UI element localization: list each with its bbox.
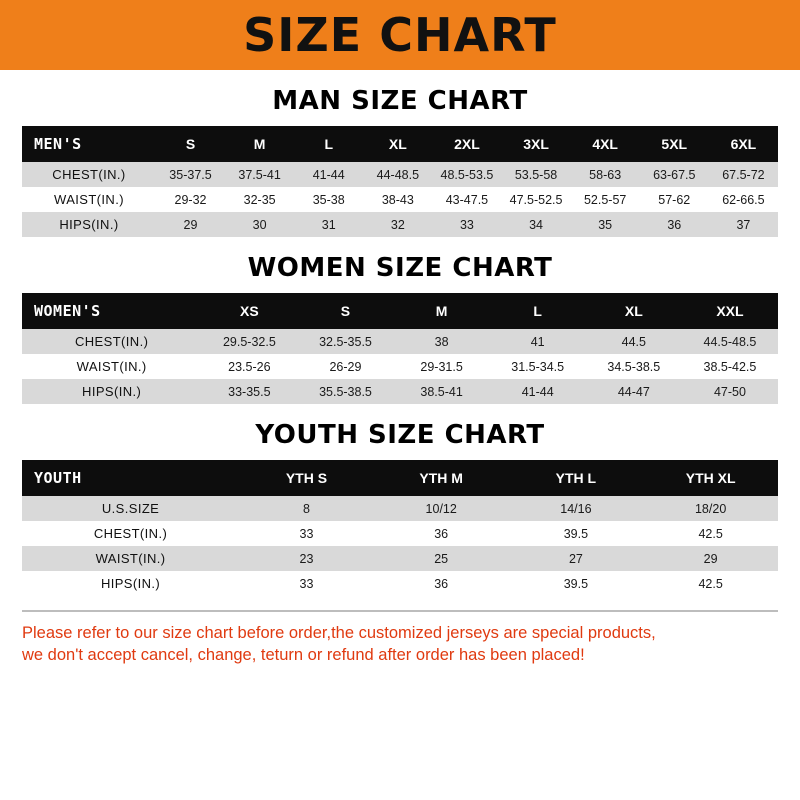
table-row <box>22 496 778 521</box>
youth-table-body <box>22 496 778 596</box>
women-waist-xs: 23.5-26 <box>228 359 271 374</box>
women-waist-s: 26-29 <box>329 359 362 374</box>
header-banner <box>0 0 800 70</box>
page-title: SIZE CHART <box>243 8 557 62</box>
men-chest-2xl: 48.5-53.5 <box>440 167 494 182</box>
youth-waist-xl: 29 <box>703 551 718 566</box>
women-corner-label: WOMEN'S <box>22 293 201 329</box>
youth-row-label-waist: WAIST(IN.) <box>95 551 166 566</box>
youth-col-s: YTH S <box>239 460 374 496</box>
women-waist-m: 29-31.5 <box>420 359 463 374</box>
youth-chest-xl: 42.5 <box>698 526 723 541</box>
table-header-row <box>22 460 778 496</box>
women-col-xl: XL <box>586 293 682 329</box>
men-col-l: L <box>294 126 363 162</box>
section-title-men: MAN SIZE CHART <box>272 86 528 116</box>
table-row <box>22 187 778 212</box>
men-waist-xl: 38-43 <box>381 192 414 207</box>
men-chest-6xl: 67.5-72 <box>722 167 765 182</box>
youth-chest-l: 39.5 <box>563 526 589 541</box>
section-title-women: WOMEN SIZE CHART <box>247 253 553 283</box>
youth-col-l: YTH L <box>509 460 644 496</box>
women-col-l: L <box>490 293 586 329</box>
men-col-m: M <box>225 126 294 162</box>
section-title-youth: YOUTH SIZE CHART <box>255 420 545 450</box>
table-row <box>22 546 778 571</box>
youth-hips-s: 33 <box>299 576 314 591</box>
women-chest-l: 41 <box>530 334 545 349</box>
youth-table-head <box>22 460 778 496</box>
men-col-3xl: 3XL <box>502 126 571 162</box>
youth-corner-label: YOUTH <box>22 460 239 496</box>
women-hips-l: 41-44 <box>521 384 554 399</box>
women-waist-xl: 34.5-38.5 <box>607 359 661 374</box>
men-hips-4xl: 35 <box>598 217 613 232</box>
footer-line-2: we don't accept cancel, change, teturn or refund after order has been placed! <box>22 646 585 665</box>
men-chest-xl: 44-48.5 <box>376 167 420 182</box>
women-table-body <box>22 329 778 404</box>
women-row-label-chest: CHEST(IN.) <box>74 334 149 349</box>
men-chest-l: 41-44 <box>312 167 345 182</box>
table-row <box>22 354 778 379</box>
men-col-s: S <box>156 126 225 162</box>
men-col-xl: XL <box>363 126 432 162</box>
table-row <box>22 329 778 354</box>
women-col-xs: XS <box>201 293 297 329</box>
men-col-5xl: 5XL <box>640 126 709 162</box>
women-waist-l: 31.5-34.5 <box>511 359 565 374</box>
men-col-4xl: 4XL <box>571 126 640 162</box>
men-waist-6xl: 62-66.5 <box>722 192 765 207</box>
women-hips-xxl: 47-50 <box>713 384 746 399</box>
men-table-body <box>22 162 778 237</box>
youth-waist-m: 25 <box>434 551 449 566</box>
men-hips-3xl: 34 <box>529 217 543 232</box>
women-chest-s: 32.5-35.5 <box>319 334 372 349</box>
youth-row-label-chest: CHEST(IN.) <box>93 526 168 541</box>
youth-hips-xl: 42.5 <box>698 576 723 591</box>
men-waist-3xl: 47.5-52.5 <box>509 192 563 207</box>
women-hips-xs: 33-35.5 <box>228 384 271 399</box>
women-col-s: S <box>297 293 393 329</box>
table-row <box>22 162 778 187</box>
men-corner-label: MEN'S <box>22 126 156 162</box>
women-row-label-hips: HIPS(IN.) <box>82 384 142 399</box>
men-chest-s: 35-37.5 <box>169 167 212 182</box>
men-waist-2xl: 43-47.5 <box>445 192 489 207</box>
men-col-2xl: 2XL <box>432 126 501 162</box>
youth-ussize-xl: 18/20 <box>694 501 727 516</box>
youth-col-xl: YTH XL <box>643 460 778 496</box>
youth-waist-l: 27 <box>568 551 583 566</box>
table-row <box>22 571 778 596</box>
men-hips-5xl: 36 <box>667 217 682 232</box>
men-hips-6xl: 37 <box>736 217 751 232</box>
women-chest-xxl: 44.5-48.5 <box>703 334 757 349</box>
men-waist-4xl: 52.5-57 <box>583 192 627 207</box>
youth-col-m: YTH M <box>374 460 509 496</box>
men-waist-m: 32-35 <box>243 192 276 207</box>
men-size-table <box>22 126 778 237</box>
women-hips-s: 35.5-38.5 <box>319 384 372 399</box>
table-row <box>22 212 778 237</box>
women-size-table <box>22 293 778 404</box>
men-hips-2xl: 33 <box>459 217 474 232</box>
men-table-head <box>22 126 778 162</box>
women-waist-xxl: 38.5-42.5 <box>703 359 757 374</box>
women-chest-xl: 44.5 <box>621 334 646 349</box>
men-hips-s: 29 <box>183 217 198 232</box>
women-col-m: M <box>394 293 490 329</box>
footer-disclaimer <box>22 610 778 667</box>
men-chest-3xl: 53.5-58 <box>514 167 558 182</box>
men-row-label-hips: HIPS(IN.) <box>59 217 119 232</box>
youth-row-label-hips: HIPS(IN.) <box>100 576 161 591</box>
men-hips-m: 30 <box>252 217 267 232</box>
men-row-label-waist: WAIST(IN.) <box>54 192 124 207</box>
youth-ussize-s: 8 <box>302 501 310 516</box>
women-hips-xl: 44-47 <box>617 384 650 399</box>
men-hips-l: 31 <box>321 217 336 232</box>
women-hips-m: 38.5-41 <box>420 384 463 399</box>
youth-hips-l: 39.5 <box>563 576 589 591</box>
table-row <box>22 379 778 404</box>
youth-row-label-ussize: U.S.SIZE <box>101 501 160 516</box>
men-chest-4xl: 58-63 <box>589 167 622 182</box>
youth-ussize-l: 14/16 <box>560 501 592 516</box>
chart-content <box>0 86 800 667</box>
men-chest-m: 37.5-41 <box>238 167 281 182</box>
women-row-label-waist: WAIST(IN.) <box>76 359 147 374</box>
men-col-6xl: 6XL <box>709 126 778 162</box>
youth-ussize-m: 10/12 <box>425 501 457 516</box>
youth-waist-s: 23 <box>299 551 314 566</box>
table-row <box>22 521 778 546</box>
youth-chest-m: 36 <box>434 526 449 541</box>
men-hips-xl: 32 <box>390 217 405 232</box>
men-waist-s: 29-32 <box>174 192 207 207</box>
men-waist-5xl: 57-62 <box>658 192 691 207</box>
men-waist-l: 35-38 <box>312 192 345 207</box>
table-header-row <box>22 293 778 329</box>
youth-chest-s: 33 <box>299 526 314 541</box>
women-chest-m: 38 <box>434 334 449 349</box>
youth-hips-m: 36 <box>434 576 449 591</box>
men-row-label-chest: CHEST(IN.) <box>52 167 126 182</box>
table-header-row <box>22 126 778 162</box>
men-chest-5xl: 63-67.5 <box>653 167 696 182</box>
women-col-xxl: XXL <box>682 293 778 329</box>
youth-size-table <box>22 460 778 596</box>
footer-line-1: Please refer to our size chart before order,the customized jerseys are special products, <box>22 624 656 642</box>
women-chest-xs: 29.5-32.5 <box>222 334 276 349</box>
women-table-head <box>22 293 778 329</box>
